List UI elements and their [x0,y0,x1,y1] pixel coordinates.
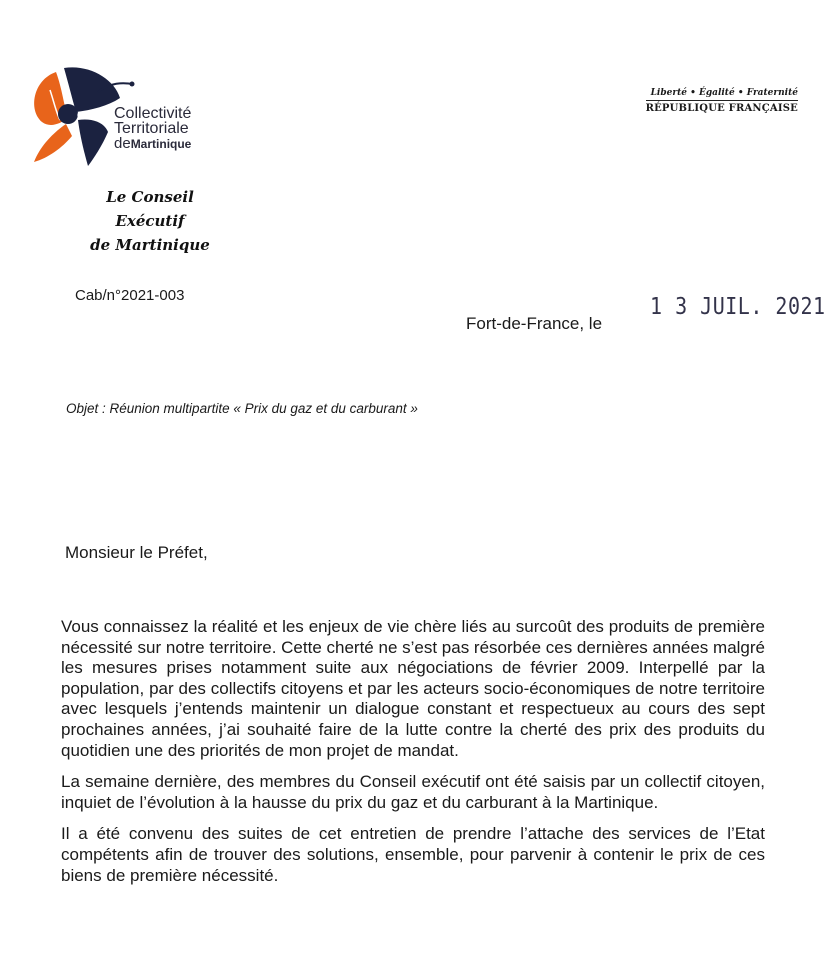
council-signature-block [75,185,225,257]
letter-place: Fort-de-France, le [466,314,603,333]
council-line-1: Le Conseil Exécutif [106,188,194,230]
logo-line-3-prefix: de [114,135,131,152]
letter-salutation: Monsieur le Préfet, [65,543,208,562]
letter-object: Objet : Réunion multipartite « Prix du gaz et du carburant » [66,401,418,416]
body-paragraph: Vous connaissez la réalité et les enjeux de vie chère liés au surcoût des produits de première nécessité sur notre territoire. Cette cherté ne s’est pas résorbée ces dernières années malgré les mesures prises notamment suite aux négociations de février 2009. Interpellé par la population, par des collectifs citoyens et par les acteurs socio-économiques de notre territoire avec lesquels j’entends maintenir un dialogue constant et respectueux au cours des sept prochaines années, j’ai souhaité faire de la lutte contre la cherté des prix des produits du quotidien une des priorités de mon projet de mandat. [61,617,765,760]
body-paragraph: La semaine dernière, des membres du Conseil exécutif ont été saisis par un collectif citoyen, inquiet de l’évolution à la hausse du prix du gaz et du carburant à la Martinique. [61,772,765,812]
republic-block [646,88,798,114]
logo-line-1: Collectivité [114,105,192,122]
logo-line-2: Territoriale [114,120,189,137]
body-paragraph: Il a été convenu des suites de cet entretien de prendre l’attache des services de l’Etat compétents afin de trouver des solutions, ensemble, pour parvenir à contenir le prix de ces biens de première nécessité. [61,824,765,885]
logo-wordmark [114,106,191,152]
ctm-acronym: CTM [77,111,95,120]
republic-name: RÉPUBLIQUE FRANÇAISE [645,103,798,114]
republic-motto: Liberté • Égalité • Fraternité [646,88,798,101]
logo-line-3 [114,136,191,152]
logo-line-3-name: Martinique [130,137,192,151]
date-stamp: 1 3 JUIL. 2021 [650,292,826,320]
council-line-2: de Martinique [90,236,210,254]
letter-reference: Cab/n°2021-003 [75,287,185,304]
ctm-logo [28,62,218,172]
letter-body [61,617,765,886]
